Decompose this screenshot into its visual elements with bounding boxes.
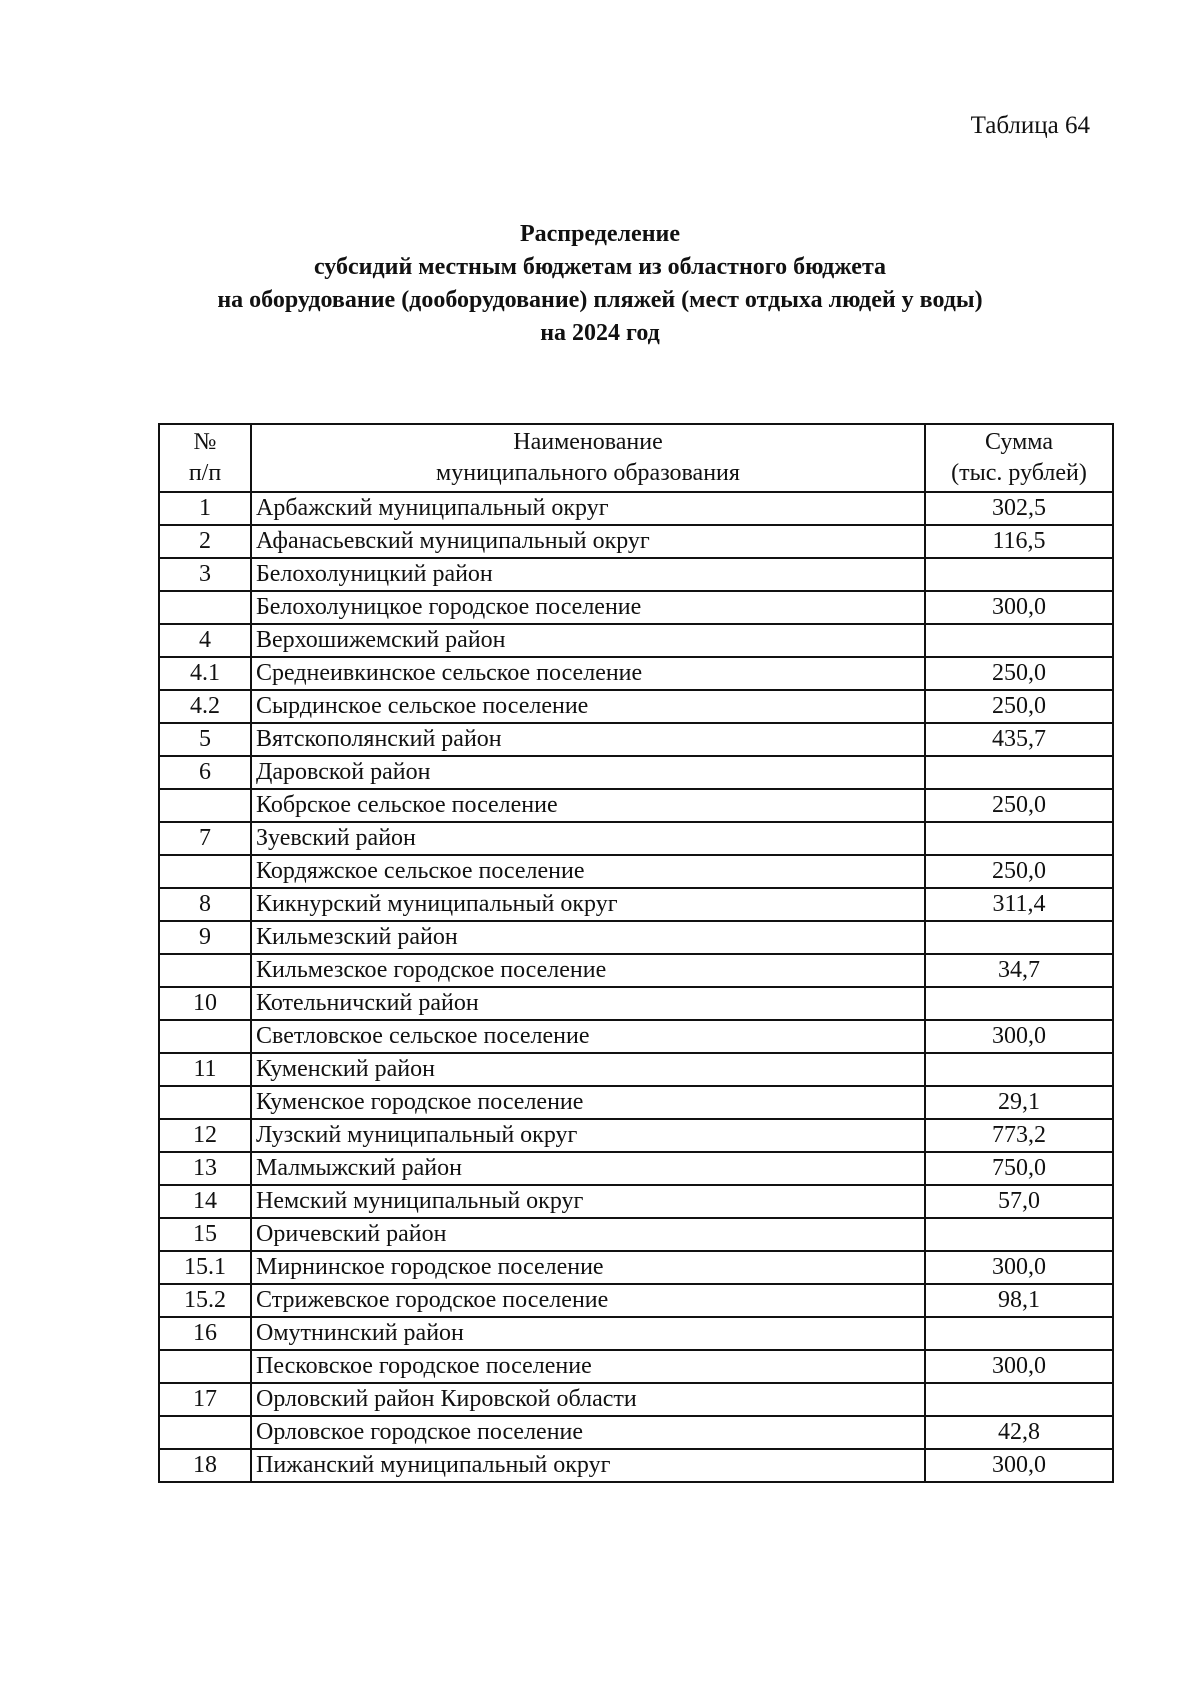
table-row — [159, 789, 1113, 822]
table-row — [159, 624, 1113, 657]
row-number-cell: 15 — [159, 1218, 251, 1251]
row-sum-cell: 250,0 — [925, 789, 1113, 822]
table-row — [159, 690, 1113, 723]
row-number-cell: 18 — [159, 1449, 251, 1482]
table-row — [159, 756, 1113, 789]
table-row — [159, 1020, 1113, 1053]
row-number-cell: 16 — [159, 1317, 251, 1350]
row-number-cell: 4 — [159, 624, 251, 657]
row-name-cell: Песковское городское поселение — [251, 1350, 925, 1383]
table-number: Таблица 64 — [970, 112, 1090, 139]
row-sum-cell: 29,1 — [925, 1086, 1113, 1119]
row-sum-cell — [925, 558, 1113, 591]
table-row — [159, 888, 1113, 921]
row-sum-cell — [925, 1317, 1113, 1350]
header-name-line2: муниципального образования — [436, 460, 740, 486]
table-row — [159, 1053, 1113, 1086]
row-name-cell: Пижанский муниципальный округ — [251, 1449, 925, 1482]
table-row — [159, 1086, 1113, 1119]
table-row — [159, 1119, 1113, 1152]
row-name-cell: Орловский район Кировской области — [251, 1383, 925, 1416]
table-row — [159, 1416, 1113, 1449]
row-number-cell: 2 — [159, 525, 251, 558]
row-number-cell: 8 — [159, 888, 251, 921]
row-name-cell: Малмыжский район — [251, 1152, 925, 1185]
row-number-cell — [159, 1350, 251, 1383]
row-number-cell: 4.2 — [159, 690, 251, 723]
table-row — [159, 1185, 1113, 1218]
row-name-cell: Немский муниципальный округ — [251, 1185, 925, 1218]
table-row — [159, 1350, 1113, 1383]
row-name-cell: Зуевский район — [251, 822, 925, 855]
header-name-cell — [251, 424, 925, 492]
row-name-cell: Лузский муниципальный округ — [251, 1119, 925, 1152]
table-row — [159, 657, 1113, 690]
table-row — [159, 1284, 1113, 1317]
row-sum-cell: 250,0 — [925, 855, 1113, 888]
row-name-cell: Орловское городское поселение — [251, 1416, 925, 1449]
row-number-cell: 4.1 — [159, 657, 251, 690]
row-name-cell: Мирнинское городское поселение — [251, 1251, 925, 1284]
row-sum-cell: 435,7 — [925, 723, 1113, 756]
table-row — [159, 954, 1113, 987]
row-name-cell: Светловское сельское поселение — [251, 1020, 925, 1053]
table-row — [159, 558, 1113, 591]
header-sum-line2: (тыс. рублей) — [951, 460, 1087, 486]
row-sum-cell: 250,0 — [925, 690, 1113, 723]
row-number-cell: 11 — [159, 1053, 251, 1086]
row-sum-cell: 773,2 — [925, 1119, 1113, 1152]
row-name-cell: Даровской район — [251, 756, 925, 789]
row-sum-cell: 98,1 — [925, 1284, 1113, 1317]
row-name-cell: Омутнинский район — [251, 1317, 925, 1350]
row-sum-cell — [925, 822, 1113, 855]
header-number-line2: п/п — [188, 460, 222, 486]
table-header-row — [159, 424, 1113, 492]
table-row — [159, 987, 1113, 1020]
row-name-cell: Среднеивкинское сельское поселение — [251, 657, 925, 690]
row-number-cell — [159, 1416, 251, 1449]
row-sum-cell: 34,7 — [925, 954, 1113, 987]
row-name-cell: Кобрское сельское поселение — [251, 789, 925, 822]
row-number-cell: 7 — [159, 822, 251, 855]
row-number-cell: 5 — [159, 723, 251, 756]
row-sum-cell: 250,0 — [925, 657, 1113, 690]
row-sum-cell: 57,0 — [925, 1185, 1113, 1218]
row-number-cell: 15.1 — [159, 1251, 251, 1284]
row-sum-cell — [925, 1053, 1113, 1086]
document-title — [0, 218, 1200, 350]
table-row — [159, 1317, 1113, 1350]
row-number-cell — [159, 1086, 251, 1119]
table-row — [159, 525, 1113, 558]
row-number-cell: 9 — [159, 921, 251, 954]
row-name-cell: Стрижевское городское поселение — [251, 1284, 925, 1317]
subsidy-table — [158, 423, 1114, 1483]
row-sum-cell: 116,5 — [925, 525, 1113, 558]
row-name-cell: Сырдинское сельское поселение — [251, 690, 925, 723]
row-name-cell: Арбажский муниципальный округ — [251, 492, 925, 525]
row-number-cell — [159, 1020, 251, 1053]
row-sum-cell — [925, 921, 1113, 954]
row-number-cell: 15.2 — [159, 1284, 251, 1317]
row-sum-cell: 302,5 — [925, 492, 1113, 525]
row-name-cell: Кильмезское городское поселение — [251, 954, 925, 987]
title-line: субсидий местным бюджетам из областного бюджета — [313, 254, 887, 280]
table-row — [159, 492, 1113, 525]
row-number-cell: 13 — [159, 1152, 251, 1185]
row-sum-cell: 300,0 — [925, 1020, 1113, 1053]
row-sum-cell — [925, 1383, 1113, 1416]
table-row — [159, 1383, 1113, 1416]
row-name-cell: Кордяжское сельское поселение — [251, 855, 925, 888]
title-line: Распределение — [519, 221, 681, 247]
row-number-cell: 10 — [159, 987, 251, 1020]
row-number-cell: 3 — [159, 558, 251, 591]
row-number-cell: 6 — [159, 756, 251, 789]
row-number-cell — [159, 954, 251, 987]
table-row — [159, 1449, 1113, 1482]
row-sum-cell — [925, 1218, 1113, 1251]
header-sum-line1: Сумма — [985, 429, 1053, 455]
row-name-cell: Куменское городское поселение — [251, 1086, 925, 1119]
table-row — [159, 822, 1113, 855]
table-row — [159, 1251, 1113, 1284]
row-number-cell — [159, 855, 251, 888]
title-line: на оборудование (дооборудование) пляжей (мест отдыха людей у воды) — [217, 287, 983, 313]
row-sum-cell: 750,0 — [925, 1152, 1113, 1185]
header-number-cell — [159, 424, 251, 492]
row-sum-cell: 300,0 — [925, 1449, 1113, 1482]
title-line: на 2024 год — [540, 320, 660, 346]
header-sum-cell — [925, 424, 1113, 492]
row-number-cell: 1 — [159, 492, 251, 525]
row-name-cell: Куменский район — [251, 1053, 925, 1086]
row-sum-cell: 311,4 — [925, 888, 1113, 921]
row-number-cell — [159, 789, 251, 822]
table-row — [159, 1152, 1113, 1185]
row-sum-cell: 300,0 — [925, 1350, 1113, 1383]
table-row — [159, 1218, 1113, 1251]
row-sum-cell — [925, 624, 1113, 657]
row-number-cell — [159, 591, 251, 624]
row-number-cell: 12 — [159, 1119, 251, 1152]
row-name-cell: Оричевский район — [251, 1218, 925, 1251]
table-body — [159, 492, 1113, 1482]
row-sum-cell — [925, 756, 1113, 789]
row-sum-cell: 42,8 — [925, 1416, 1113, 1449]
row-name-cell: Кильмезский район — [251, 921, 925, 954]
row-name-cell: Вятскополянский район — [251, 723, 925, 756]
row-name-cell: Афанасьевский муниципальный округ — [251, 525, 925, 558]
table-row — [159, 591, 1113, 624]
row-name-cell: Кикнурский муниципальный округ — [251, 888, 925, 921]
row-number-cell: 17 — [159, 1383, 251, 1416]
row-sum-cell: 300,0 — [925, 591, 1113, 624]
header-name-line1: Наименование — [513, 429, 663, 455]
row-name-cell: Верхошижемский район — [251, 624, 925, 657]
row-name-cell: Белохолуницкое городское поселение — [251, 591, 925, 624]
table-row — [159, 723, 1113, 756]
row-sum-cell: 300,0 — [925, 1251, 1113, 1284]
table-row — [159, 855, 1113, 888]
row-number-cell: 14 — [159, 1185, 251, 1218]
row-name-cell: Котельничский район — [251, 987, 925, 1020]
row-sum-cell — [925, 987, 1113, 1020]
table-row — [159, 921, 1113, 954]
header-number-line1: № — [193, 429, 217, 455]
row-name-cell: Белохолуницкий район — [251, 558, 925, 591]
